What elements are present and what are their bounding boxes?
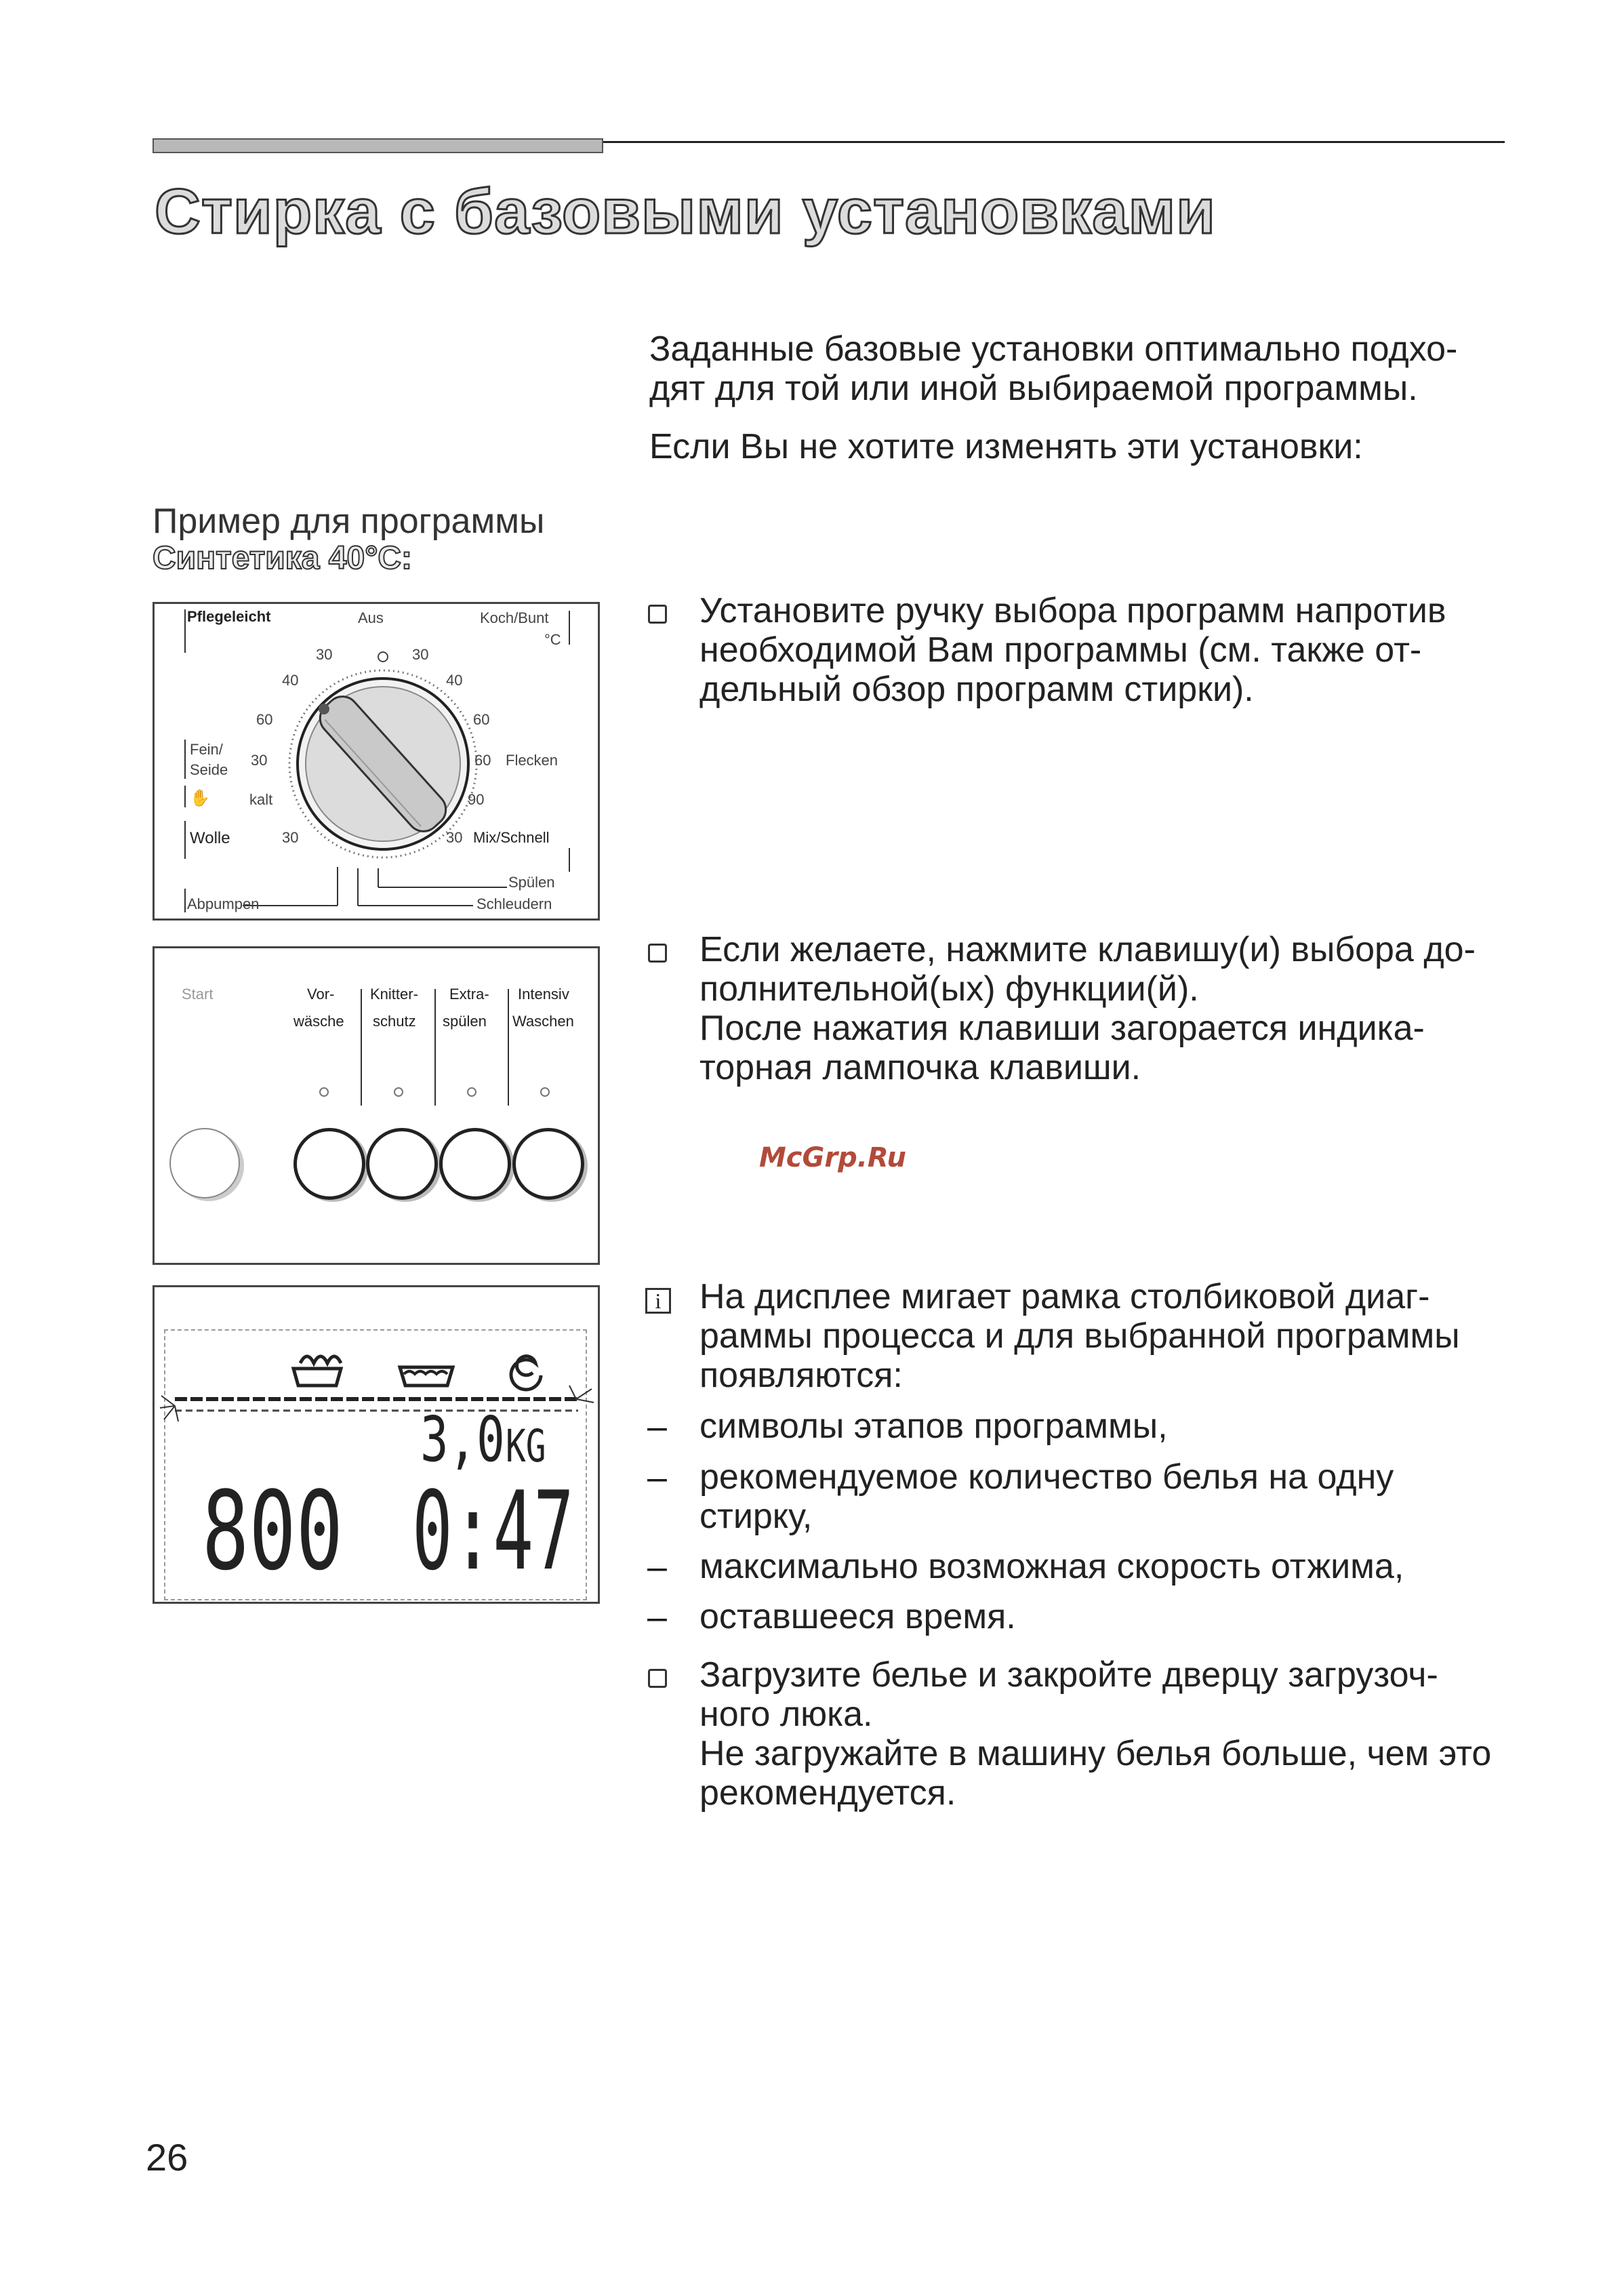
- option-buttons-panel: [153, 946, 600, 1265]
- bullet-2-cont: стирку,: [699, 1497, 813, 1536]
- intro-line-2: дят для той или иной выбираемой программы.: [649, 369, 1418, 408]
- temp-40-a: 40: [282, 672, 299, 689]
- label-wolle: Wolle: [190, 829, 230, 847]
- temp-30-b: 30: [412, 646, 429, 663]
- step2-line-4: торная лампочка клавиши.: [699, 1048, 1141, 1087]
- step4-line-1: Загрузите белье и закройте дверцу загрузоч-: [699, 1655, 1438, 1695]
- label-kalt: kalt: [249, 791, 273, 808]
- step2-line-3: После нажатия клавиши загорается индика-: [699, 1009, 1425, 1048]
- header-rule: [603, 141, 1505, 143]
- intro-second: Если Вы не хотите изменять эти установки:: [649, 427, 1363, 466]
- lcd-display-panel: [153, 1285, 600, 1604]
- temp-30-c: 30: [251, 752, 268, 769]
- checkbox-icon: [648, 605, 667, 624]
- bullet-2: рекомендуемое количество белья на одну: [699, 1457, 1394, 1497]
- spin-phase-icon: [511, 1356, 541, 1390]
- label-celsius: °C: [544, 631, 561, 648]
- knitterschutz-button[interactable]: [366, 1128, 438, 1200]
- step3-line-3: появляются:: [699, 1356, 903, 1395]
- lcd-spin-speed: 800: [202, 1468, 344, 1594]
- label-waesche: wäsche: [293, 1013, 344, 1030]
- temp-90: 90: [468, 791, 485, 808]
- label-koch-bunt: Koch/Bunt: [480, 609, 549, 626]
- header-bar: [153, 138, 603, 153]
- step3-line-1: На дисплее мигает рамка столбиковой диаг-: [699, 1277, 1430, 1316]
- temp-60-c: 60: [474, 752, 491, 769]
- label-waschen: Waschen: [512, 1013, 574, 1030]
- label-intensiv: Intensiv: [518, 986, 569, 1003]
- vorwaesche-button[interactable]: [293, 1128, 365, 1200]
- lcd-load-value: 3,0: [420, 1403, 505, 1476]
- label-pflegeleicht: Pflegeleicht: [187, 608, 271, 625]
- extraspuelen-button[interactable]: [439, 1128, 511, 1200]
- label-knitter: Knitter-: [370, 986, 418, 1003]
- label-mix-schnell: Mix/Schnell: [473, 829, 550, 846]
- label-fein: Fein/: [190, 741, 223, 758]
- page-number: 26: [146, 2136, 188, 2179]
- temp-30-d: 30: [282, 829, 299, 846]
- temp-60-a: 60: [256, 711, 273, 728]
- example-caption: Пример для программы: [153, 502, 545, 541]
- page-title: Стирка с базовыми установками: [155, 176, 1216, 247]
- step2-line-2: полнительной(ых) функции(й).: [699, 969, 1199, 1009]
- program-dial-panel: [153, 602, 600, 921]
- rinse-phase-icon: [400, 1367, 453, 1386]
- temp-40-b: 40: [446, 672, 463, 689]
- temp-30-a: 30: [316, 646, 333, 663]
- wash-phase-icon: [293, 1356, 341, 1386]
- intensiv-waschen-button[interactable]: [512, 1128, 584, 1200]
- checkbox-icon: [648, 1669, 667, 1688]
- label-extra: Extra-: [449, 986, 489, 1003]
- watermark: McGrp.Ru: [759, 1142, 906, 1173]
- label-spuelen: Spülen: [508, 874, 555, 891]
- intro-line-1: Заданные базовые установки оптимально подхо-: [649, 329, 1458, 369]
- label-start: Start: [182, 986, 214, 1003]
- bullet-dash: –: [647, 1458, 667, 1497]
- bullet-3: максимально возможная скорость отжима,: [699, 1547, 1404, 1586]
- temp-60-b: 60: [473, 711, 490, 728]
- lcd-load-unit: KG: [506, 1420, 546, 1472]
- step4-line-2: ного люка.: [699, 1695, 873, 1734]
- step1-line-1: Установите ручку выбора программ напротив: [699, 591, 1446, 630]
- buttons-graphic: [155, 948, 598, 1263]
- label-schutz: schutz: [373, 1013, 416, 1030]
- step1-line-3: дельный обзор программ стирки).: [699, 670, 1254, 709]
- start-button[interactable]: [169, 1128, 240, 1198]
- bullet-dash: –: [647, 1548, 667, 1587]
- label-spuelen-opt: spülen: [443, 1013, 487, 1030]
- step3-line-2: раммы процесса и для выбранной программы: [699, 1316, 1460, 1356]
- bullet-dash: –: [647, 1598, 667, 1637]
- step4-line-3: Не загружайте в машину белья больше, чем это: [699, 1734, 1492, 1773]
- label-flecken: Flecken: [506, 752, 559, 769]
- label-vor: Vor-: [307, 986, 335, 1003]
- label-aus: Aus: [358, 609, 384, 626]
- info-icon: i: [645, 1288, 671, 1314]
- example-program: Синтетика 40°C:: [153, 540, 413, 576]
- bullet-dash: –: [647, 1407, 667, 1447]
- step4-line-4: рекомендуется.: [699, 1773, 956, 1813]
- lcd-remaining-time: 0:47: [412, 1468, 574, 1594]
- step1-line-2: необходимой Вам программы (см. также от-: [699, 630, 1422, 670]
- label-schleudern: Schleudern: [476, 895, 552, 912]
- checkbox-icon: [648, 944, 667, 963]
- temp-30-e: 30: [446, 829, 463, 846]
- wool-hand-icon: ✋: [190, 789, 210, 807]
- step2-line-1: Если желаете, нажмите клавишу(и) выбора до-: [699, 930, 1476, 969]
- bullet-4: оставшееся время.: [699, 1597, 1016, 1636]
- label-seide: Seide: [190, 761, 228, 778]
- bullet-1: символы этапов программы,: [699, 1407, 1168, 1446]
- label-abpumpen: Abpumpen: [187, 895, 260, 912]
